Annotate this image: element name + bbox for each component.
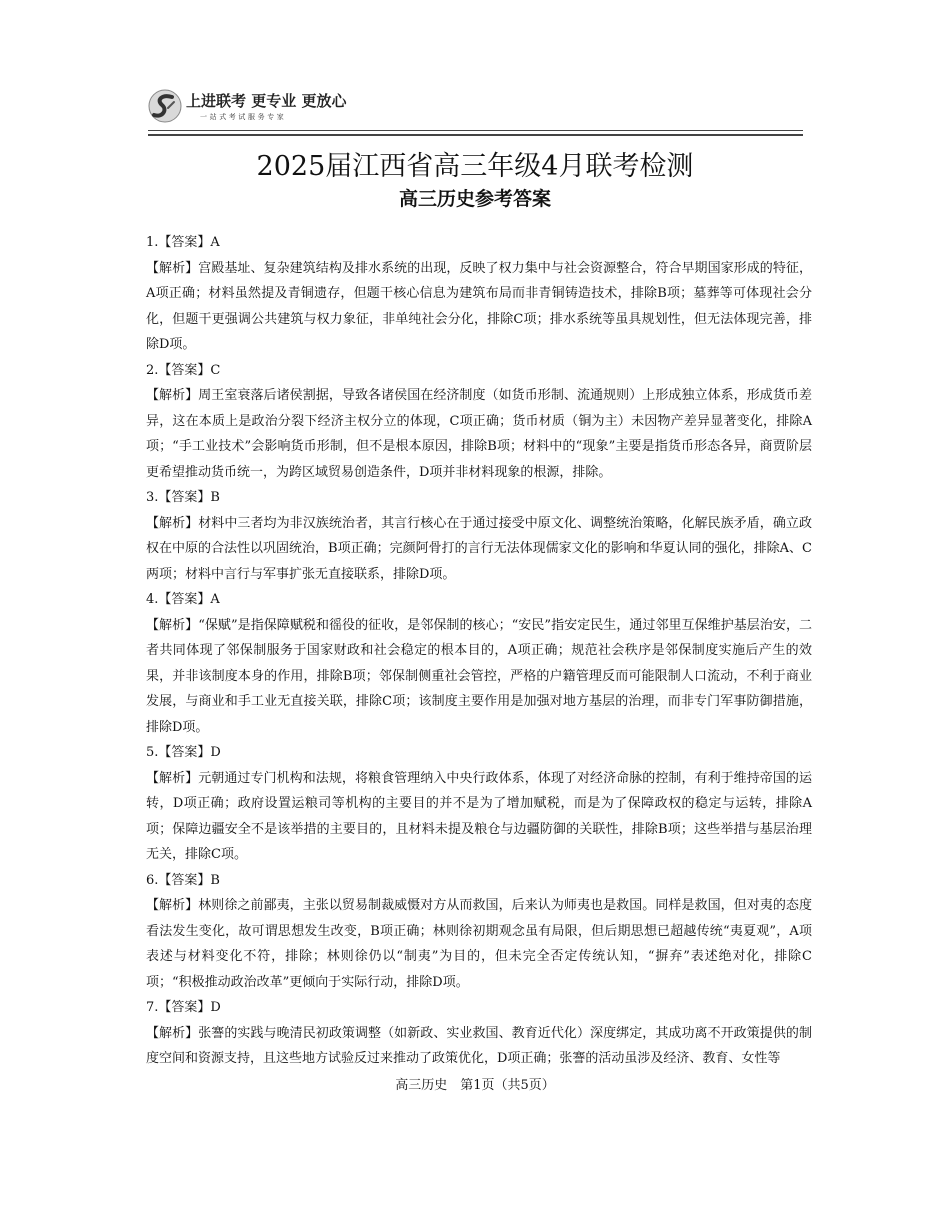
header-divider-thin [148,130,803,131]
question-2-analysis: 【解析】周王室衰落后诸侯割据，导致各诸侯国在经济制度（如货币形制、流通规则）上形成独立体系，形成货币差异，这在本质上是政治分裂下经济主权分立的体现，C项正确；货币材质（铜为主）未因物产差异显著变化，排除A项；“手工业技术”会影响货币形制，但不是根本原因，排除B项；材料中的“现象”主要是指货币形态各异，商贾阶层更希望推动货币统一，为跨区域贸易创造条件，D项并非材料现象的根源，排除。 [146,388,812,480]
page-header [148,86,803,130]
question-3-answer: 3.【答案】B [146,490,220,505]
question-4-analysis: 【解析】“保赋”是指保障赋税和徭役的征收，是邻保制的核心；“安民”指安定民生，通过邻里互保维护基层治安，二者共同体现了邻保制服务于国家财政和社会稳定的根本目的，A项正确；规范社会秩序是邻保制度实施后产生的效果，并非该制度本身的作用，排除B项；邻保制侧重社会管控，严格的户籍管理反而可能限制人口流动，不利于商业发展，与商业和手工业无直接关联，排除C项；该制度主要作用是加强对地方基层的治理，而非专门军事防御措施，排除D项。 [146,617,812,735]
header-tagline: 一站式考试服务专家 [200,113,287,121]
header-slogan: 上进联考 更专业 更放心 [186,92,347,110]
question-3-analysis: 【解析】材料中三者均为非汉族统治者，其言行核心在于通过接受中原文化、调整统治策略，化解民族矛盾，确立政权在中原的合法性以巩固统治，B项正确；完颜阿骨打的言行无法体现儒家文化的影响和华夏认同的强化，排除A、C两项；材料中言行与军事扩张无直接联系，排除D项。 [146,515,812,582]
question-4-answer: 4.【答案】A [146,592,220,607]
page-title: 2025届江西省高三年级4月联考检测 [256,151,694,182]
page-footer: 高三历史 第1页（共5页） [395,1078,555,1093]
question-6-answer: 6.【答案】B [146,872,220,888]
page-subtitle: 高三历史参考答案 [398,188,551,210]
question-1-analysis: 【解析】宫殿基址、复杂建筑结构及排水系统的出现，反映了权力集中与社会资源整合，符合早期国家形成的特征，A项正确；材料虽然提及青铜遗存，但题干核心信息为建筑布局而非青铜铸造技术，排除B项；墓葬等可体现社会分化，但题干更强调公共建筑与权力象征，非单纯社会分化，排除C项；排水系统等虽具规划性，但无法体现完善，排除D项。 [146,260,812,352]
header-divider-thick [148,134,803,136]
question-5-analysis: 【解析】元朝通过专门机构和法规，将粮食管理纳入中央行政体系，体现了对经济命脉的控制，有利于维持帝国的运转，D项正确；政府设置运粮司等机构的主要目的并不是为了增加赋税，而是为了保障政权的稳定与运转，排除A项；保障边疆安全不是该举措的主要目的，且材料未提及粮仓与边疆防御的关联性，排除B项；这些举措与基层治理无关，排除C项。 [146,770,812,862]
logo-icon [148,88,182,124]
answer-content [146,230,812,1072]
question-7-analysis: 【解析】张謇的实践与晚清民初政策调整（如新政、实业救国、教育近代化）深度绑定，其成功离不开政策提供的制度空间和资源支持，且这些地方试验反过来推动了政策优化，D项正确；张謇的活动虽涉及经济、教育、女性等 [146,1025,812,1066]
question-5-answer: 5.【答案】D [146,745,221,760]
question-2-answer: 2.【答案】C [146,362,221,378]
question-1-answer: 1.【答案】A [146,235,220,250]
question-7-answer: 7.【答案】D [146,1000,221,1015]
question-6-analysis: 【解析】林则徐之前鄙夷，主张以贸易制裁威慑对方从而救国，后来认为师夷也是救国。同样是救国，但对夷的态度看法发生变化，故可谓思想发生改变，B项正确；林则徐初期观念虽有局限，但后期思想已超越传统“夷夏观”，A项表述与材料变化不符，排除；林则徐仍以“制夷”为目的，但未完全否定传统认知，“摒弃”表述绝对化，排除C项；“积极推动政治改革”更倾向于实际行动，排除D项。 [146,898,812,990]
